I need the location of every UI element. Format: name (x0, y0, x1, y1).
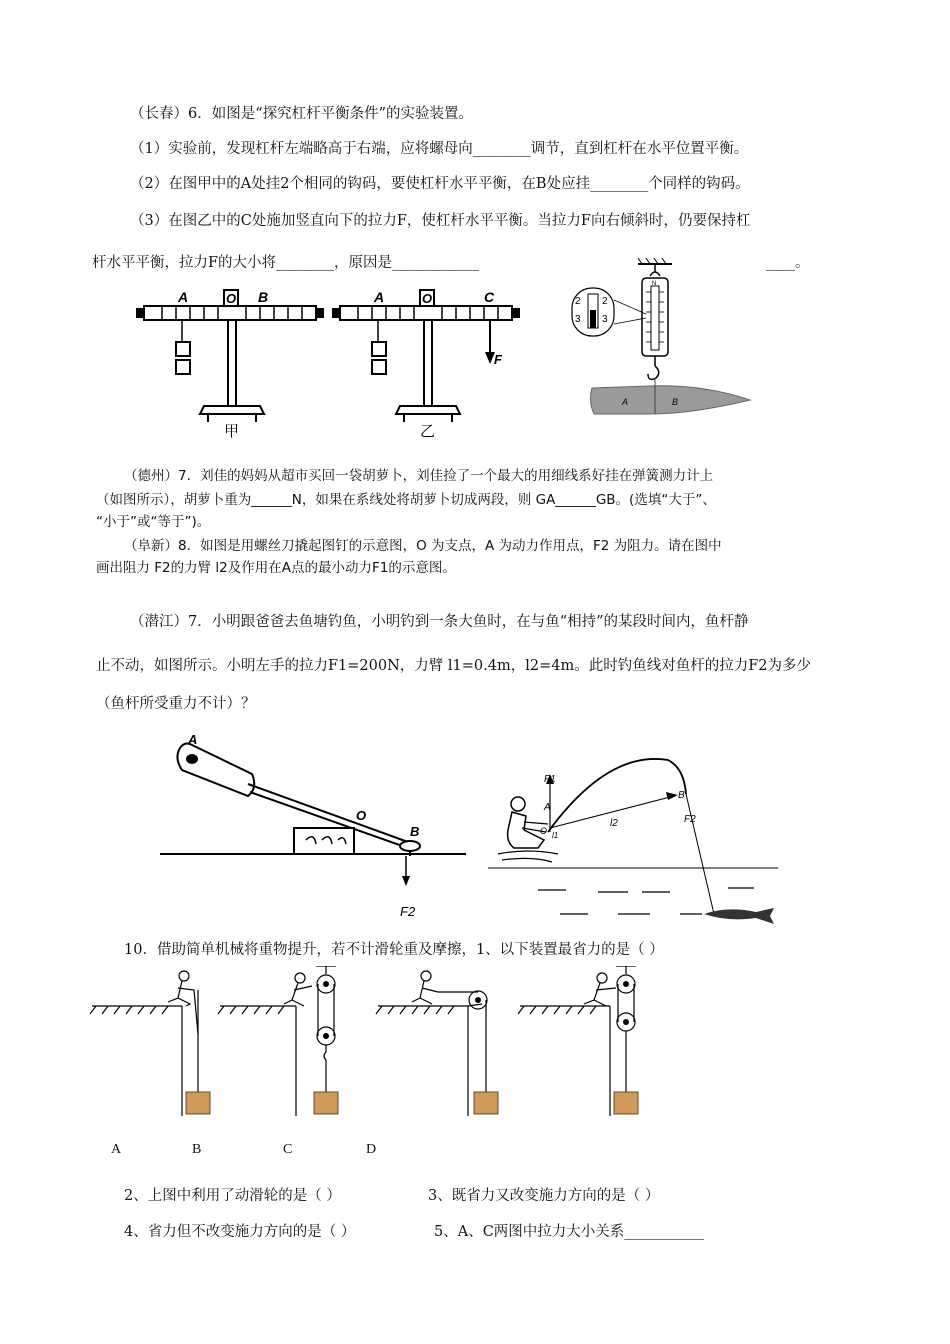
q7d-line3: “小于”或“等于”)。 (96, 514, 211, 530)
q6-part4-a: 杆水平平衡，拉力F的大小将________，原因是____________ (92, 255, 480, 271)
lever-figure-jia (136, 286, 326, 438)
q7q-line3: （鱼杆所受重力不计）？ (96, 696, 256, 712)
q8-line1: （阜新）8．如图是用螺丝刀撬起图钉的示意图，O 为支点，A 为动力作用点，F2 为阻力。请在图中 (124, 538, 722, 554)
carrot-label-b: B (672, 397, 679, 407)
zoom-right-label-2: 2 (602, 296, 608, 307)
yi-caption: 乙 (420, 423, 436, 438)
fishing-label-f1: F1 (544, 774, 556, 785)
fishing-label-f2: F2 (684, 814, 696, 825)
q6-part1: （1）实验前，发现杠杆左端略高于右端，应将螺母向________调节，直到杠杆在水平位置平衡。 (130, 141, 749, 157)
q10-sub5: 5、A、C两图中拉力大小关系___________ (434, 1224, 705, 1240)
yi-label-c: C (484, 289, 495, 305)
screwdriver-label-a: A (188, 732, 198, 747)
fishing-label-a: A (544, 802, 551, 813)
jia-label-o: O (226, 291, 237, 306)
q6-part2: （2）在图甲中的A处挂2个相同的钩码，要使杠杆水平平衡，在B处应挂________个同样的钩码。 (130, 176, 750, 192)
zoom-left-label-3: 3 (575, 314, 581, 325)
screwdriver-label-b: B (410, 824, 420, 839)
q10-sub4: 4、省力但不改变施力方向的是（ ） (124, 1224, 356, 1240)
q7q-line1: （潜江）7．小明跟爸爸去鱼塘钓鱼，小明钓到一条大鱼时，在与鱼“相持”的某段时间内，鱼杆静 (130, 614, 749, 630)
spring-scale-figure (562, 258, 762, 420)
fishing-figure (488, 730, 788, 930)
q10-option-c: C (283, 1142, 293, 1157)
q6-part3: （3）在图乙中的C处施加竖直向下的拉力F，使杠杆水平平衡。当拉力F向右倾斜时，仍要保持杠 (130, 213, 751, 229)
scale-top-label: N (652, 281, 657, 287)
jia-label-a: A (178, 289, 189, 305)
q10-sub3: 3、既省力又改变施力方向的是（ ） (428, 1188, 660, 1204)
zoom-right-label-3: 3 (602, 314, 608, 325)
q10-option-a: A (111, 1142, 122, 1157)
q7d-line2: （如图所示），胡萝卜重为______N，如果在系线处将胡萝卜切成两段，则 GA______GB。(选填“大于”、 (96, 492, 716, 508)
zoom-left-label-2: 2 (575, 296, 581, 307)
q7q-line2: 止不动，如图所示。小明左手的拉力F1=200N，力臂 l1=0.4m，l2=4m。此时钓鱼线对鱼杆的拉力F2为多少 (96, 658, 811, 674)
screwdriver-label-f2: F2 (400, 904, 416, 919)
q10-option-d: D (366, 1142, 377, 1157)
q6-title: （长春）6．如图是“探究杠杆平衡条件”的实验装置。 (130, 106, 474, 122)
lever-figure-yi (332, 286, 528, 438)
fishing-label-l2: l2 (610, 818, 618, 829)
jia-label-b: B (258, 289, 269, 305)
q10-option-b: B (192, 1142, 202, 1157)
yi-label-o: O (422, 291, 433, 306)
q6-part4-b: ____。 (766, 255, 810, 271)
carrot-label-a: A (622, 397, 629, 407)
q10-sub2: 2、上图中利用了动滑轮的是（ ） (124, 1188, 341, 1204)
q8-line2: 画出阻力 F2的力臂 l2及作用在A点的最小动力F1的示意图。 (96, 560, 456, 576)
q10-title: 10．借助简单机械将重物提升，若不计滑轮重及摩擦，1、以下装置最省力的是（ ） (124, 942, 664, 958)
yi-label-a: A (374, 289, 385, 305)
fishing-label-l1: l1 (552, 831, 559, 840)
q7d-line1: （德州）7．刘佳的妈妈从超市买回一袋胡萝卜，刘佳捡了一个最大的用细线系好挂在弹簧测力计上 (124, 468, 714, 484)
fishing-label-b: B (678, 790, 685, 801)
fishing-label-o: O (540, 826, 548, 836)
jia-caption: 甲 (224, 423, 240, 438)
pulley-figures (90, 966, 670, 1126)
yi-label-f: F (494, 352, 502, 367)
screwdriver-label-o: O (356, 808, 367, 823)
screwdriver-figure (160, 730, 470, 920)
